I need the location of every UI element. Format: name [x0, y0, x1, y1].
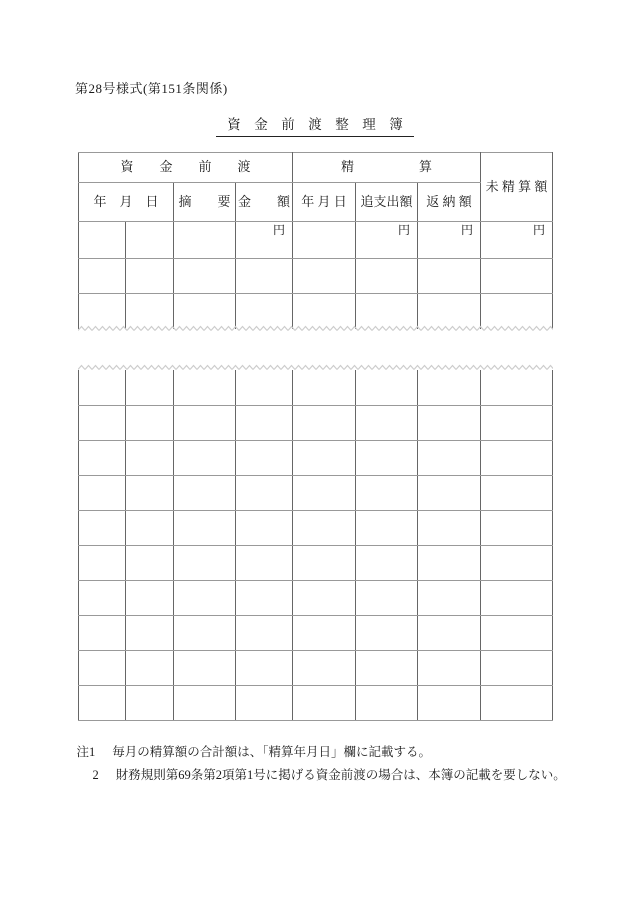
table-header-group-row: [79, 153, 553, 183]
table-cell: [418, 405, 481, 440]
table-cell: [293, 615, 356, 650]
header-additional-expense: 追支出額: [356, 183, 418, 222]
yen-mark: 円: [533, 223, 546, 237]
table-cell: [356, 545, 418, 580]
table-cell: [174, 222, 236, 259]
table-cell: [293, 685, 356, 720]
table-cell: [126, 475, 174, 510]
table-row-first: [79, 222, 553, 259]
table-cell: [79, 580, 126, 615]
table-cell: [356, 685, 418, 720]
table-cell: [293, 475, 356, 510]
table-cell: [293, 259, 356, 294]
table-cell: [418, 580, 481, 615]
table-cell: [356, 580, 418, 615]
table-cell: [79, 685, 126, 720]
table-cell: [236, 685, 293, 720]
table-cell: [174, 545, 236, 580]
header-unsettled-amount: 未 精 算 額: [481, 153, 553, 222]
table-cell: [356, 405, 418, 440]
table-cell: [481, 510, 553, 545]
table-cell: [126, 405, 174, 440]
table-cell: [418, 259, 481, 294]
table-cell: [481, 405, 553, 440]
header-refund: 返 納 額: [418, 183, 481, 222]
table-cell: [236, 615, 293, 650]
yen-mark-cell: [236, 222, 293, 259]
table-cell: [293, 580, 356, 615]
header-advance-date: 年 月 日: [79, 183, 174, 222]
table-cell: [174, 615, 236, 650]
yen-mark: 円: [461, 223, 474, 237]
table-row: [79, 685, 553, 720]
table-cell: [236, 370, 293, 405]
table-cell: [293, 440, 356, 475]
table-cell: [79, 440, 126, 475]
header-amount: 金 額: [236, 183, 293, 222]
footnote-1-text: 毎月の精算額の合計額は、「精算年月日」欄に記載する。: [112, 745, 432, 759]
table-cell: [174, 475, 236, 510]
table-cell: [356, 615, 418, 650]
yen-mark: 円: [398, 223, 411, 237]
table-row: [79, 370, 553, 405]
yen-mark-cell: [356, 222, 418, 259]
table-cell: [481, 615, 553, 650]
table-cell: [126, 440, 174, 475]
table-cell: [126, 545, 174, 580]
table-cell: [418, 685, 481, 720]
torn-edge-table1-bottom: [78, 324, 553, 332]
table-cell: [79, 222, 126, 259]
table-cell: [418, 510, 481, 545]
table-cell: [126, 580, 174, 615]
table-cell: [174, 259, 236, 294]
table-cell: [174, 370, 236, 405]
table-cell: [236, 259, 293, 294]
table-cell: [418, 475, 481, 510]
table-cell: [418, 370, 481, 405]
ledger-table-first: [78, 152, 553, 329]
table-cell: [356, 475, 418, 510]
table-cell: [174, 440, 236, 475]
table-row: [79, 440, 553, 475]
table-cell: [174, 650, 236, 685]
yen-mark-cell: [481, 222, 553, 259]
table-cell: [79, 510, 126, 545]
footnote-2-text: 財務規則第69条第2項第1号に掲げる資金前渡の場合は、本簿の記載を要しない。: [115, 768, 566, 782]
table-cell: [418, 650, 481, 685]
document-title: 資 金 前 渡 整 理 簿: [216, 113, 414, 137]
table-cell: [236, 545, 293, 580]
header-settlement-date: 年 月 日: [293, 183, 356, 222]
table-cell: [418, 545, 481, 580]
table-cell: [126, 370, 174, 405]
footnote-1-label: 注1: [76, 745, 96, 759]
header-advance-group: 資 金 前 渡: [79, 153, 293, 183]
table-cell: [79, 475, 126, 510]
table-row: [79, 615, 553, 650]
table-cell: [79, 615, 126, 650]
table-cell: [236, 510, 293, 545]
table-cell: [236, 440, 293, 475]
yen-mark: 円: [273, 223, 286, 237]
table-cell: [356, 259, 418, 294]
table-cell: [481, 370, 553, 405]
ledger-table-continuation: [78, 370, 553, 721]
table-cell: [418, 615, 481, 650]
table-cell: [79, 370, 126, 405]
table-cell: [293, 370, 356, 405]
table-cell: [293, 222, 356, 259]
yen-mark-cell: [418, 222, 481, 259]
footnote-2: [64, 750, 566, 798]
table-cell: [481, 475, 553, 510]
table-cell: [293, 405, 356, 440]
table-cell: [356, 510, 418, 545]
header-description: 摘 要: [174, 183, 236, 222]
table-cell: [79, 650, 126, 685]
table-row: [79, 475, 553, 510]
table-cell: [174, 580, 236, 615]
table-row: [79, 545, 553, 580]
document-title-wrap: [0, 113, 630, 137]
table-cell: [126, 650, 174, 685]
table-cell: [481, 545, 553, 580]
table-cell: [126, 510, 174, 545]
table-cell: [79, 405, 126, 440]
table-cell: [236, 405, 293, 440]
table-row: [79, 405, 553, 440]
table-cell: [481, 259, 553, 294]
table-cell: [293, 510, 356, 545]
table-cell: [356, 650, 418, 685]
table-cell: [79, 259, 126, 294]
table-cell: [293, 545, 356, 580]
table-cell: [174, 685, 236, 720]
table-cell: [236, 650, 293, 685]
table-row: [79, 510, 553, 545]
header-settlement-group: 精 算: [293, 153, 481, 183]
table-cell: [174, 510, 236, 545]
table-cell: [126, 222, 174, 259]
table-cell: [481, 650, 553, 685]
table-cell: [126, 685, 174, 720]
table-cell: [79, 545, 126, 580]
table-cell: [236, 475, 293, 510]
table-cell: [174, 405, 236, 440]
table-cell: [481, 440, 553, 475]
table-row: [79, 580, 553, 615]
table-cell: [418, 440, 481, 475]
table-cell: [236, 580, 293, 615]
form-number: 第28号様式(第151条関係): [75, 81, 228, 96]
table-cell: [293, 650, 356, 685]
table-row: [79, 650, 553, 685]
table-cell: [356, 440, 418, 475]
table-cell: [356, 370, 418, 405]
table-cell: [126, 615, 174, 650]
table-row: [79, 259, 553, 294]
table-cell: [481, 580, 553, 615]
footnote-2-label: 2: [92, 768, 99, 782]
table-cell: [481, 685, 553, 720]
table-cell: [126, 259, 174, 294]
